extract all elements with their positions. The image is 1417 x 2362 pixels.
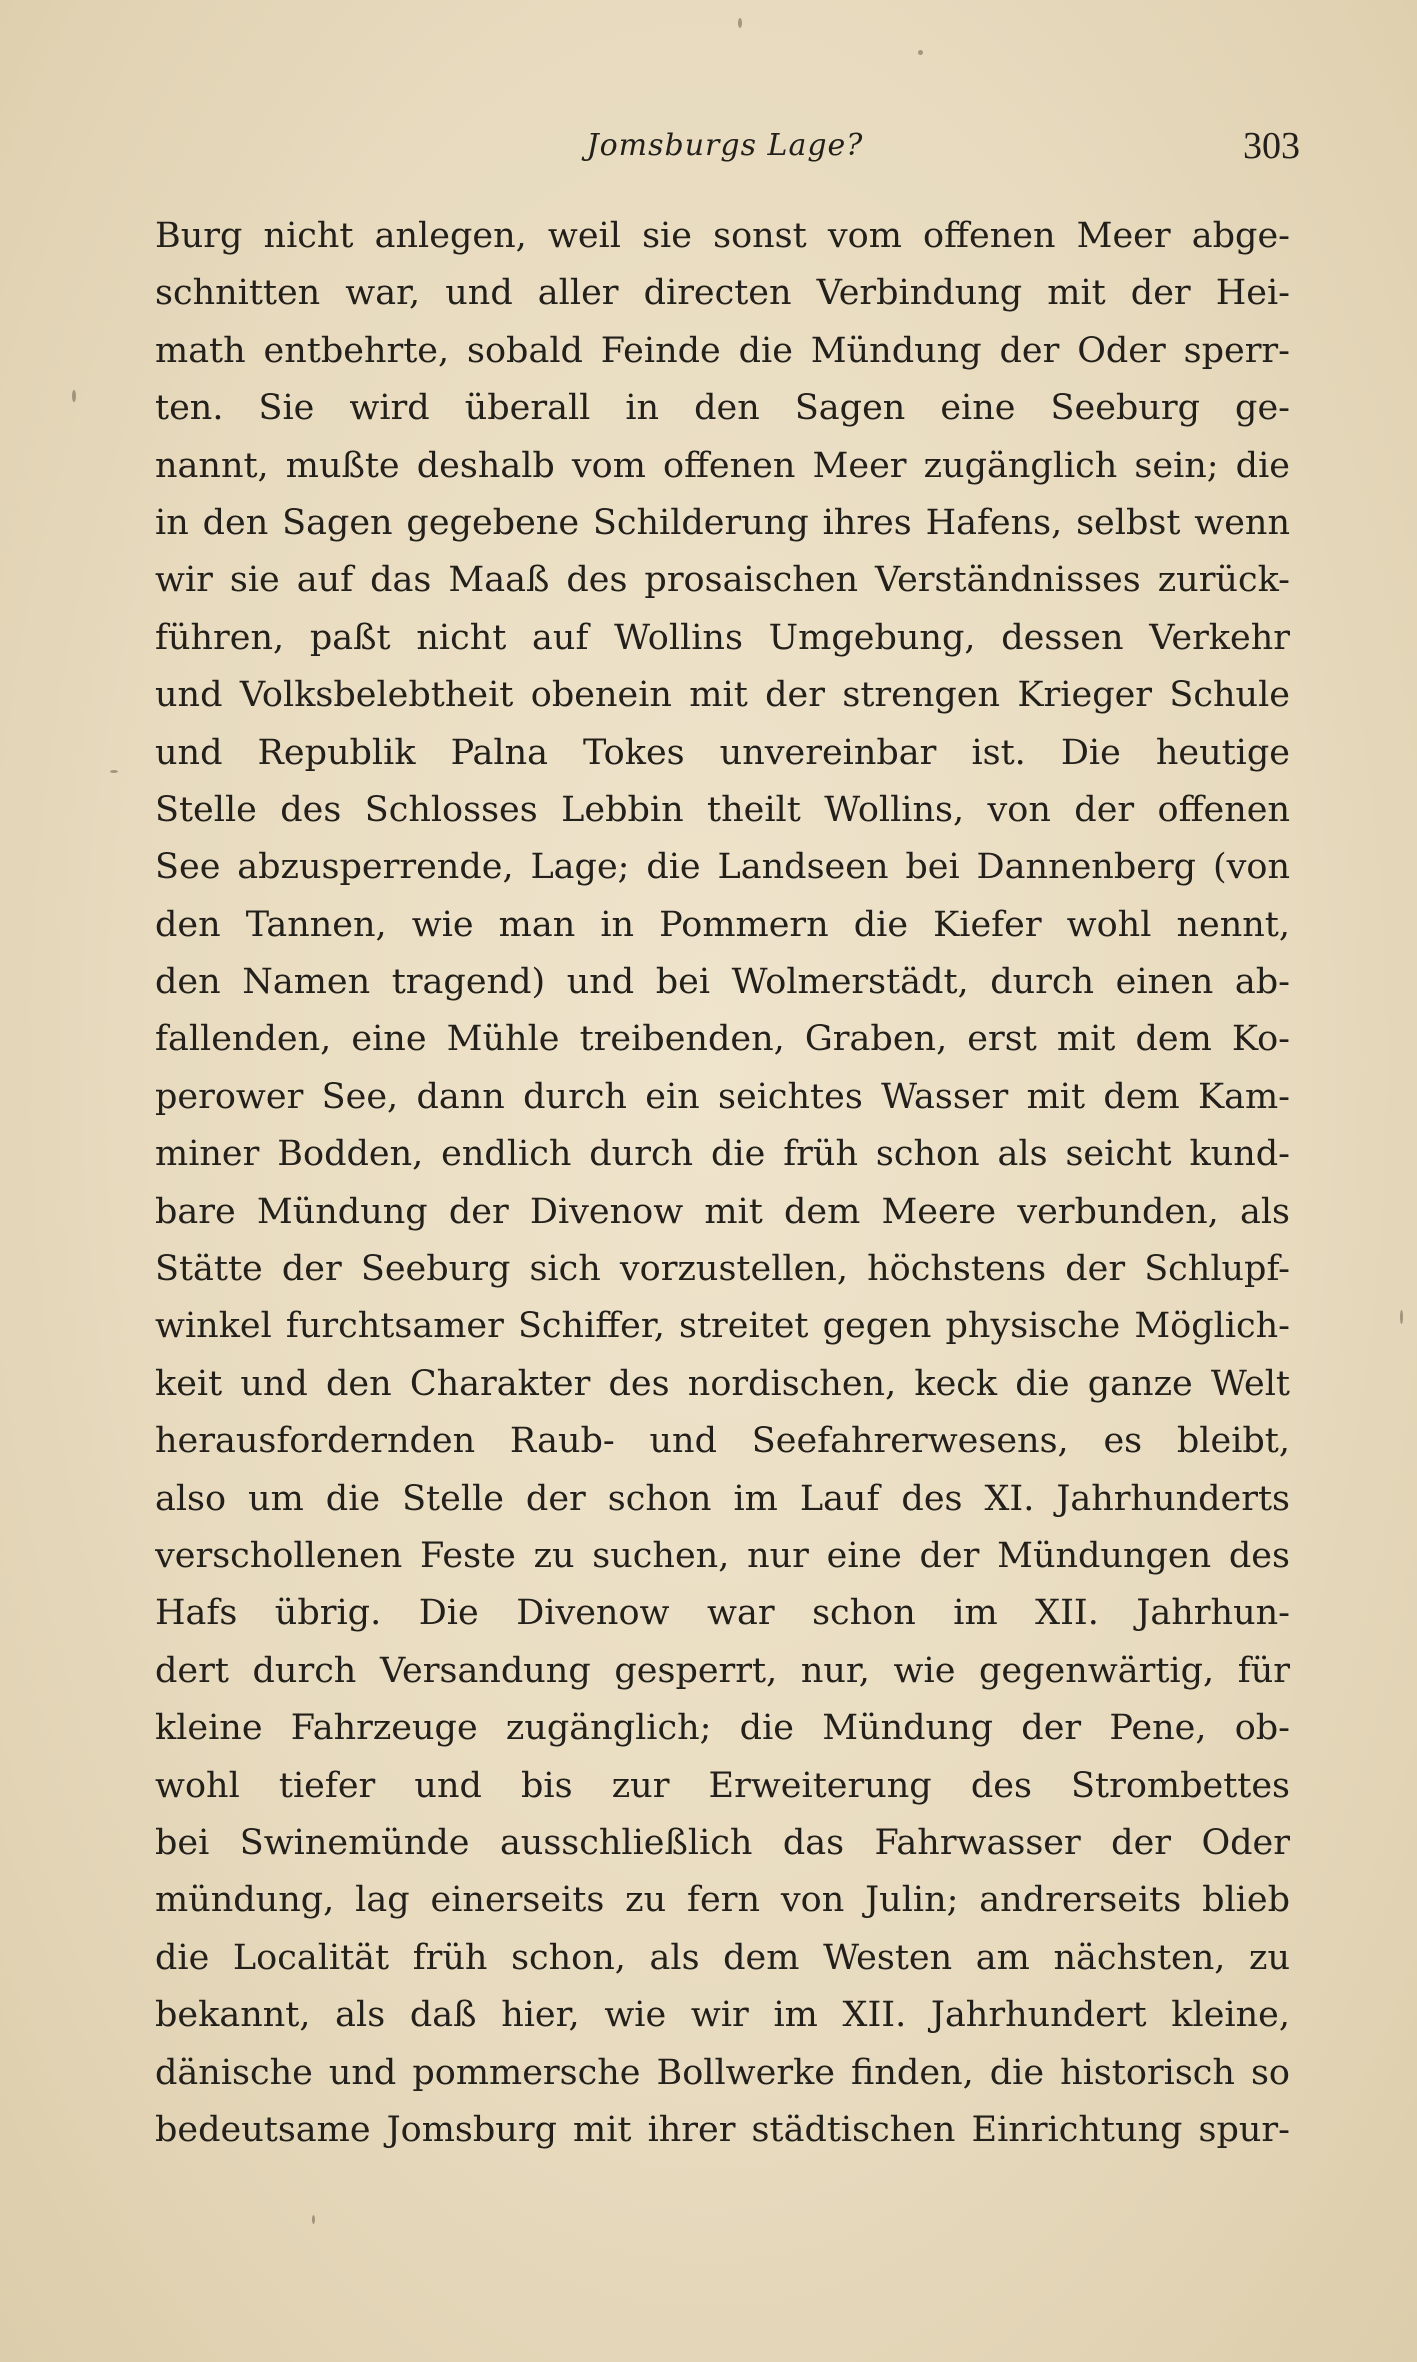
text-line: dert durch Versandung gesperrt, nur, wie gegenwärtig, für (155, 1650, 1290, 1691)
text-line: Burg nicht anlegen, weil sie sonst vom offenen Meer abge- (155, 216, 1290, 256)
body-text (155, 208, 1290, 2159)
page-header (150, 125, 1300, 178)
text-line: keit und den Charakter des nordischen, keck die ganze Welt (155, 1363, 1290, 1404)
text-line: bedeutsame Jomsburg mit ihrer städtischen Einrichtung spur- (155, 2109, 1290, 2150)
paper-speck (918, 50, 923, 55)
text-line: Stätte der Seeburg sich vorzustellen, höchstens der Schlupf- (155, 1249, 1290, 1290)
text-line: Stelle des Schlosses Lebbin theilt Wollins, von der offenen (155, 789, 1290, 830)
text-line: und Volksbelebtheit obenein mit der strengen Krieger Schule (155, 675, 1290, 716)
running-head: Jomsburgs Lage? (586, 128, 864, 163)
text-line: den Namen tragend) und bei Wolmerstädt, durch einen ab- (155, 962, 1290, 1003)
paper-speck (72, 390, 76, 402)
text-line: bare Mündung der Divenow mit dem Meere verbunden, als (155, 1191, 1290, 1232)
text-line: nannt, mußte deshalb vom offenen Meer zugänglich sein; die (155, 445, 1290, 486)
text-line: in den Sagen gegebene Schilderung ihres Hafens, selbst wenn (155, 502, 1290, 543)
text-line: und Republik Palna Tokes unvereinbar ist. Die heutige (155, 732, 1290, 773)
paper-speck (312, 2215, 315, 2224)
text-line: die Localität früh schon, als dem Westen am nächsten, zu (155, 1937, 1290, 1978)
text-line: wir sie auf das Maaß des prosaischen Verständnisses zurück- (155, 560, 1290, 601)
text-line: perower See, dann durch ein seichtes Wasser mit dem Kam- (155, 1076, 1290, 1117)
text-line: bei Swinemünde ausschließlich das Fahrwasser der Oder (155, 1822, 1290, 1863)
text-line: Hafs übrig. Die Divenow war schon im XII. Jahrhun- (155, 1593, 1290, 1634)
text-line: miner Bodden, endlich durch die früh schon als seicht kund- (155, 1134, 1290, 1175)
page-number: 303 (1243, 125, 1300, 167)
text-line: ten. Sie wird überall in den Sagen eine Seeburg ge- (155, 388, 1290, 429)
text-line: kleine Fahrzeuge zugänglich; die Mündung der Pene, ob- (155, 1708, 1290, 1749)
text-line: schnitten war, und aller directen Verbindung mit der Hei- (155, 273, 1290, 314)
text-line: See abzusperrende, Lage; die Landseen bei Dannenberg (von (155, 847, 1290, 888)
text-line: wohl tiefer und bis zur Erweiterung des Strombettes (155, 1765, 1290, 1806)
paper-speck (110, 770, 118, 773)
text-line: also um die Stelle der schon im Lauf des XI. Jahrhunderts (155, 1478, 1290, 1519)
text-line: herausfordernden Raub- und Seefahrerwesens, es bleibt, (155, 1421, 1290, 1462)
text-line: bekannt, als daß hier, wie wir im XII. Jahrhundert kleine, (155, 1995, 1290, 2036)
text-line: mündung, lag einerseits zu fern von Julin; andrerseits blieb (155, 1880, 1290, 1921)
text-line: winkel furchtsamer Schiffer, streitet gegen physische Möglich- (155, 1306, 1290, 1347)
text-line: fallenden, eine Mühle treibenden, Graben, erst mit dem Ko- (155, 1019, 1290, 1060)
paper-speck (1400, 1310, 1403, 1324)
text-line: verschollenen Feste zu suchen, nur eine der Mündungen des (155, 1535, 1290, 1576)
text-line: führen, paßt nicht auf Wollins Umgebung, dessen Verkehr (155, 617, 1290, 658)
text-line: den Tannen, wie man in Pommern die Kiefer wohl nennt, (155, 904, 1290, 945)
paper-speck (738, 18, 742, 28)
text-line: dänische und pommersche Bollwerke finden, die historisch so (155, 2052, 1290, 2093)
text-line: math entbehrte, sobald Feinde die Mündung der Oder sperr- (155, 330, 1290, 371)
